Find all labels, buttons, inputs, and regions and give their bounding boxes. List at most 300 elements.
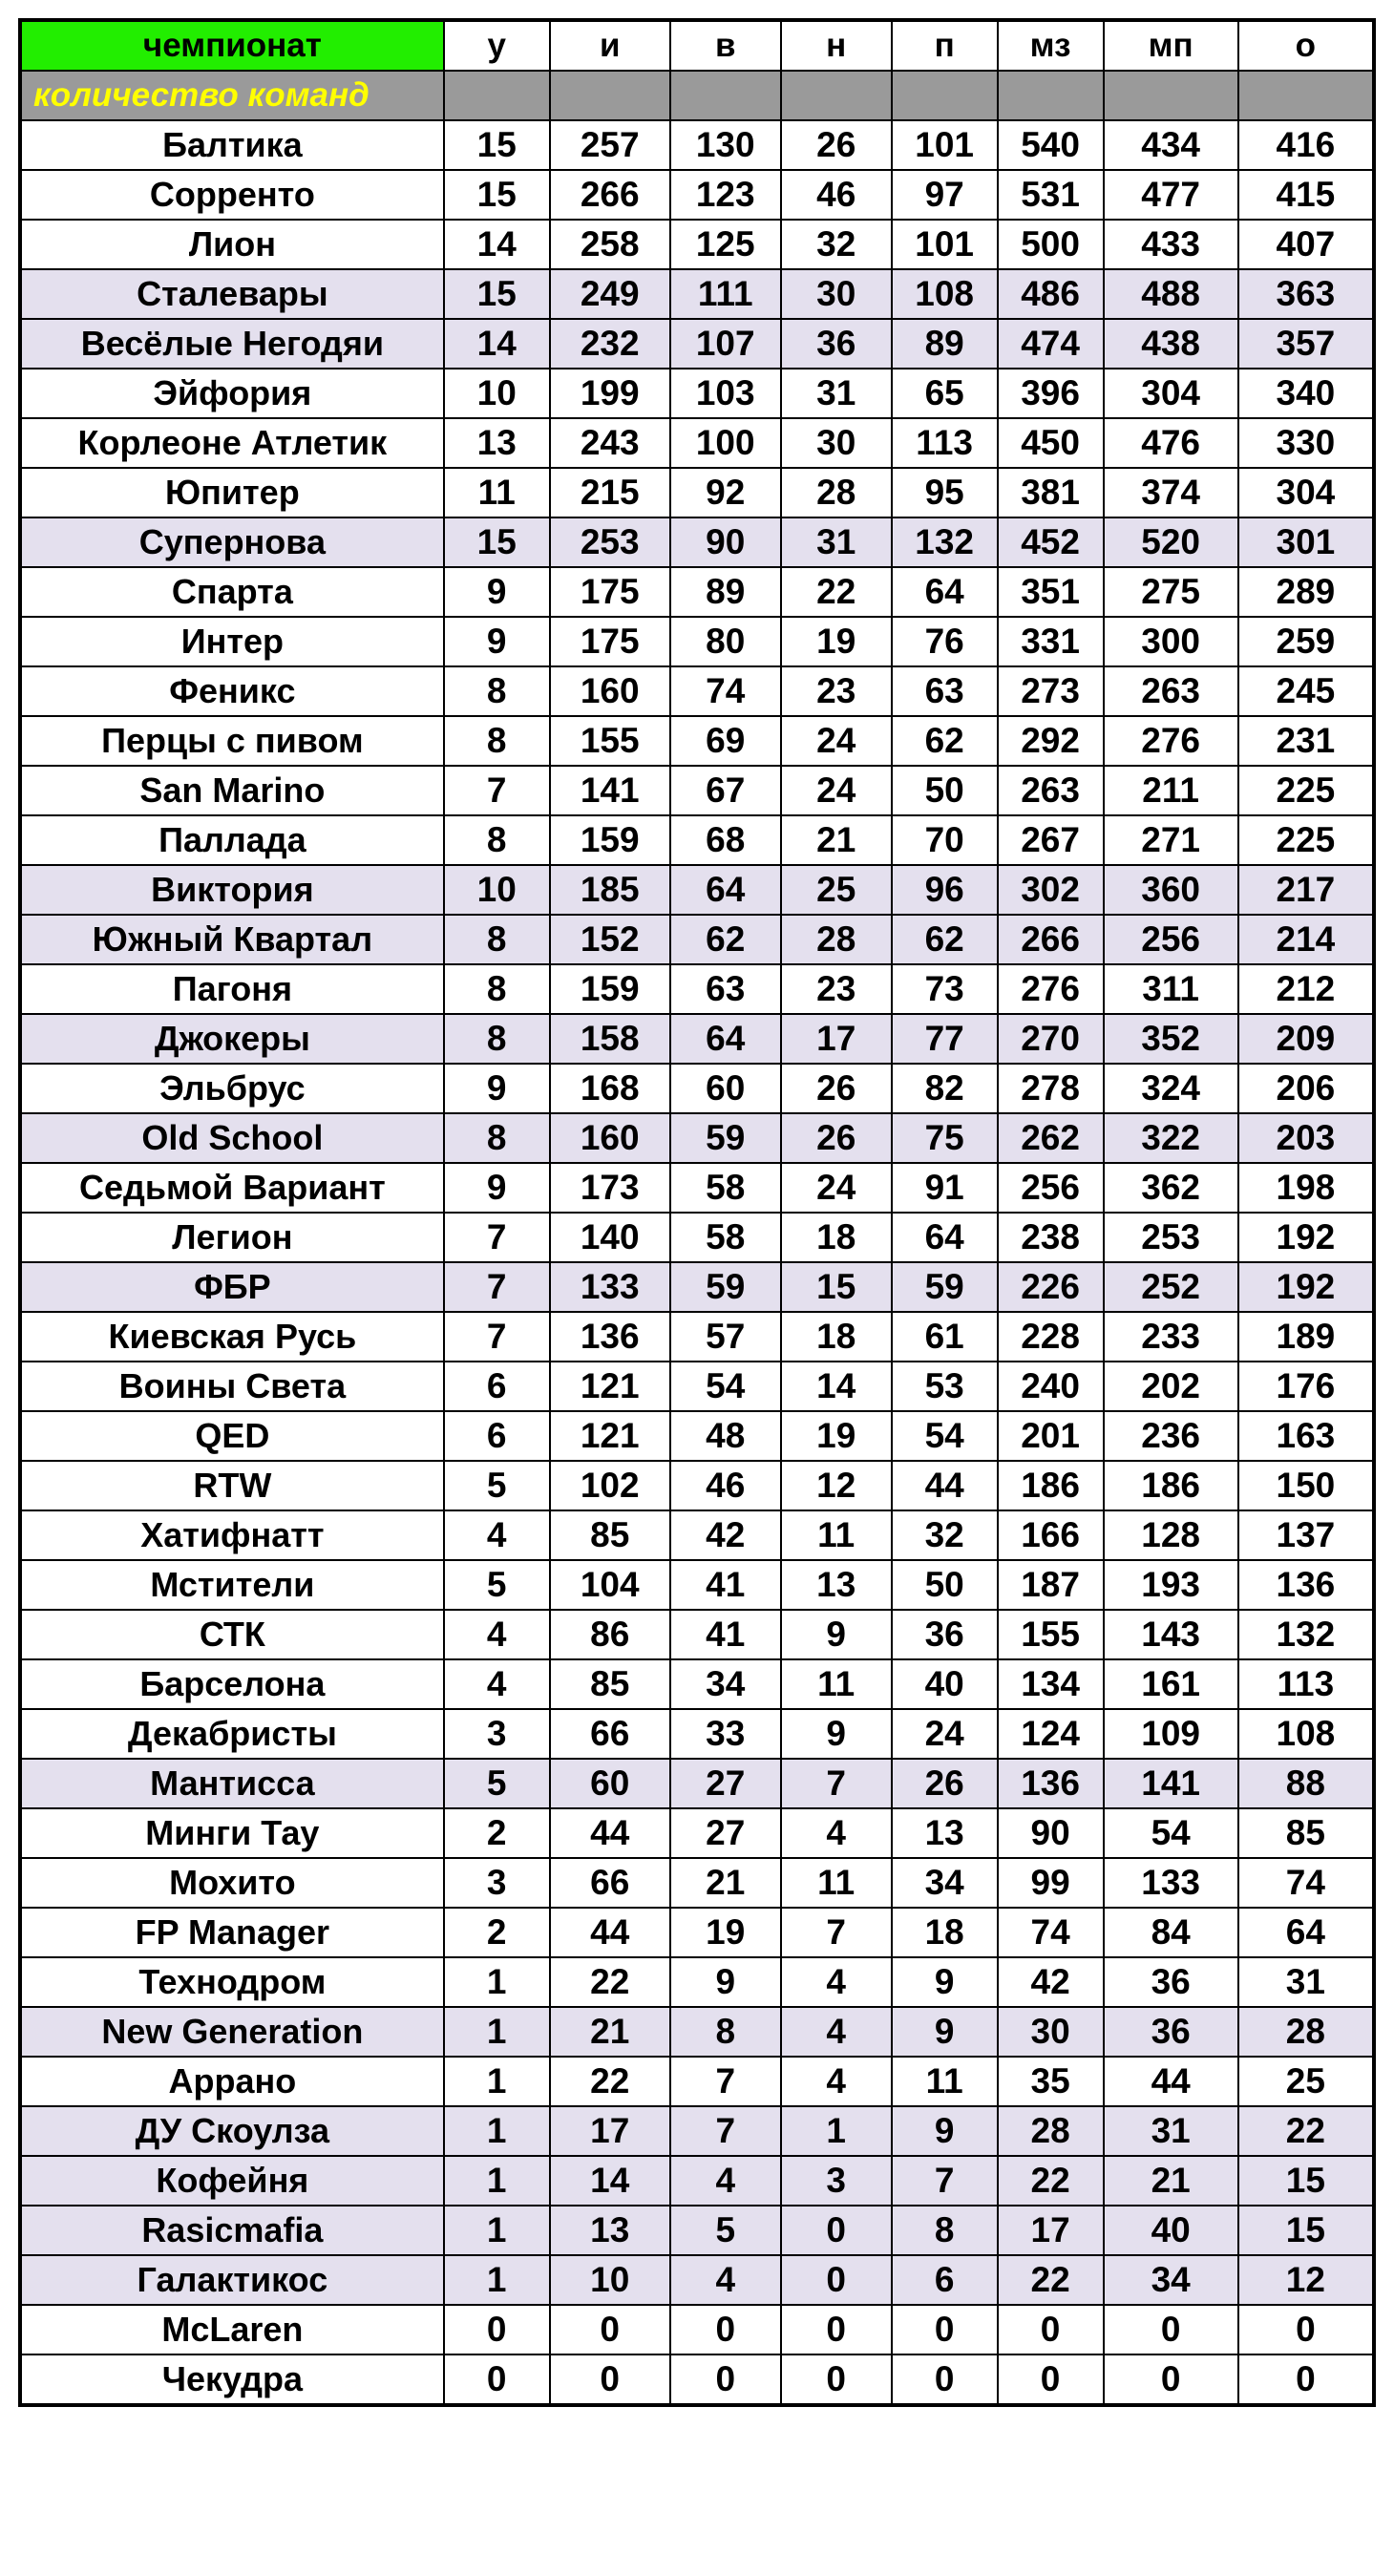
table-row bbox=[20, 617, 1374, 666]
stat-i: 141 bbox=[550, 766, 670, 815]
table-row bbox=[20, 1362, 1374, 1411]
stat-v: 90 bbox=[670, 517, 781, 567]
stat-n: 26 bbox=[781, 1064, 892, 1113]
stat-mp: 186 bbox=[1104, 1461, 1238, 1510]
stat-i: 257 bbox=[550, 120, 670, 170]
stat-i: 66 bbox=[550, 1709, 670, 1759]
team-name: Барселона bbox=[20, 1659, 444, 1709]
stat-i: 159 bbox=[550, 815, 670, 865]
team-name: Джокеры bbox=[20, 1014, 444, 1064]
team-count-row bbox=[20, 71, 1374, 120]
stat-u: 8 bbox=[444, 1113, 550, 1163]
stat-i: 10 bbox=[550, 2255, 670, 2305]
stat-o: 209 bbox=[1238, 1014, 1374, 1064]
stat-i: 168 bbox=[550, 1064, 670, 1113]
stat-v: 8 bbox=[670, 2007, 781, 2057]
stat-u: 7 bbox=[444, 1312, 550, 1362]
stat-p: 62 bbox=[892, 915, 998, 964]
stat-n: 28 bbox=[781, 468, 892, 517]
stat-mp: 202 bbox=[1104, 1362, 1238, 1411]
team-name: Сталевары bbox=[20, 269, 444, 319]
stat-v: 4 bbox=[670, 2156, 781, 2206]
stat-i: 60 bbox=[550, 1759, 670, 1808]
stat-mp: 360 bbox=[1104, 865, 1238, 915]
stat-o: 225 bbox=[1238, 766, 1374, 815]
team-name: Аррано bbox=[20, 2057, 444, 2106]
stat-p: 9 bbox=[892, 2106, 998, 2156]
stat-p: 63 bbox=[892, 666, 998, 716]
stat-o: 301 bbox=[1238, 517, 1374, 567]
stat-p: 76 bbox=[892, 617, 998, 666]
stat-n: 12 bbox=[781, 1461, 892, 1510]
stat-n: 19 bbox=[781, 617, 892, 666]
stat-i: 0 bbox=[550, 2305, 670, 2354]
stat-i: 266 bbox=[550, 170, 670, 220]
stat-u: 8 bbox=[444, 815, 550, 865]
stat-n: 23 bbox=[781, 964, 892, 1014]
table-row bbox=[20, 766, 1374, 815]
table-row bbox=[20, 2305, 1374, 2354]
stat-mp: 324 bbox=[1104, 1064, 1238, 1113]
team-name: Чекудра bbox=[20, 2354, 444, 2405]
stat-mz: 540 bbox=[998, 120, 1104, 170]
team-name: Хатифнатт bbox=[20, 1510, 444, 1560]
stat-i: 185 bbox=[550, 865, 670, 915]
stat-mp: 36 bbox=[1104, 1957, 1238, 2007]
stat-mp: 520 bbox=[1104, 517, 1238, 567]
stat-mp: 488 bbox=[1104, 269, 1238, 319]
stat-mp: 36 bbox=[1104, 2007, 1238, 2057]
stat-u: 9 bbox=[444, 617, 550, 666]
stat-u: 4 bbox=[444, 1510, 550, 1560]
stat-i: 66 bbox=[550, 1858, 670, 1908]
team-name: Южный Квартал bbox=[20, 915, 444, 964]
stat-i: 140 bbox=[550, 1213, 670, 1262]
team-name: Паллада bbox=[20, 815, 444, 865]
stat-o: 192 bbox=[1238, 1262, 1374, 1312]
table-row bbox=[20, 1908, 1374, 1957]
stat-o: 15 bbox=[1238, 2156, 1374, 2206]
table-row bbox=[20, 1213, 1374, 1262]
team-count-cell bbox=[670, 71, 781, 120]
stat-mz: 396 bbox=[998, 369, 1104, 418]
stat-v: 80 bbox=[670, 617, 781, 666]
stat-i: 121 bbox=[550, 1362, 670, 1411]
table-row bbox=[20, 1510, 1374, 1560]
table-row bbox=[20, 418, 1374, 468]
team-name: Лион bbox=[20, 220, 444, 269]
stat-u: 0 bbox=[444, 2305, 550, 2354]
stat-v: 92 bbox=[670, 468, 781, 517]
team-name: Спарта bbox=[20, 567, 444, 617]
stat-n: 28 bbox=[781, 915, 892, 964]
stat-u: 10 bbox=[444, 865, 550, 915]
stat-v: 130 bbox=[670, 120, 781, 170]
stat-mp: 276 bbox=[1104, 716, 1238, 766]
stat-mp: 300 bbox=[1104, 617, 1238, 666]
stat-mz: 450 bbox=[998, 418, 1104, 468]
stat-o: 137 bbox=[1238, 1510, 1374, 1560]
stat-mz: 273 bbox=[998, 666, 1104, 716]
stat-mp: 0 bbox=[1104, 2305, 1238, 2354]
stat-mp: 311 bbox=[1104, 964, 1238, 1014]
table-row bbox=[20, 319, 1374, 369]
championship-title: чемпионат bbox=[20, 20, 444, 71]
stat-mz: 0 bbox=[998, 2305, 1104, 2354]
table-row bbox=[20, 1312, 1374, 1362]
stat-mz: 262 bbox=[998, 1113, 1104, 1163]
team-name: Декабристы bbox=[20, 1709, 444, 1759]
stat-mp: 109 bbox=[1104, 1709, 1238, 1759]
stat-n: 0 bbox=[781, 2305, 892, 2354]
team-name: Весёлые Негодяи bbox=[20, 319, 444, 369]
stat-n: 30 bbox=[781, 269, 892, 319]
stat-i: 243 bbox=[550, 418, 670, 468]
stat-u: 3 bbox=[444, 1858, 550, 1908]
stat-p: 6 bbox=[892, 2255, 998, 2305]
stat-u: 8 bbox=[444, 915, 550, 964]
stat-mz: 302 bbox=[998, 865, 1104, 915]
stat-o: 88 bbox=[1238, 1759, 1374, 1808]
stat-mp: 233 bbox=[1104, 1312, 1238, 1362]
stat-n: 17 bbox=[781, 1014, 892, 1064]
stat-u: 7 bbox=[444, 766, 550, 815]
stat-v: 41 bbox=[670, 1560, 781, 1610]
team-count-cell bbox=[1238, 71, 1374, 120]
stat-u: 8 bbox=[444, 964, 550, 1014]
table-row bbox=[20, 1858, 1374, 1908]
stat-v: 107 bbox=[670, 319, 781, 369]
stat-mp: 263 bbox=[1104, 666, 1238, 716]
stat-mz: 155 bbox=[998, 1610, 1104, 1659]
team-name: Мохито bbox=[20, 1858, 444, 1908]
stat-n: 24 bbox=[781, 766, 892, 815]
table-row bbox=[20, 1064, 1374, 1113]
stat-o: 217 bbox=[1238, 865, 1374, 915]
team-name: Виктория bbox=[20, 865, 444, 915]
team-name: СТК bbox=[20, 1610, 444, 1659]
stat-i: 158 bbox=[550, 1014, 670, 1064]
team-count-cell bbox=[1104, 71, 1238, 120]
column-header-u: у bbox=[444, 20, 550, 71]
team-name: Сорренто bbox=[20, 170, 444, 220]
stat-mp: 271 bbox=[1104, 815, 1238, 865]
stat-v: 33 bbox=[670, 1709, 781, 1759]
table-row bbox=[20, 964, 1374, 1014]
stat-p: 108 bbox=[892, 269, 998, 319]
table-row bbox=[20, 1262, 1374, 1312]
stat-mz: 278 bbox=[998, 1064, 1104, 1113]
stat-mz: 166 bbox=[998, 1510, 1104, 1560]
table-row bbox=[20, 1014, 1374, 1064]
stat-p: 54 bbox=[892, 1411, 998, 1461]
stat-i: 159 bbox=[550, 964, 670, 1014]
stat-i: 152 bbox=[550, 915, 670, 964]
stat-n: 24 bbox=[781, 716, 892, 766]
stat-v: 7 bbox=[670, 2057, 781, 2106]
team-name: McLaren bbox=[20, 2305, 444, 2354]
stat-v: 46 bbox=[670, 1461, 781, 1510]
stat-mp: 34 bbox=[1104, 2255, 1238, 2305]
stat-o: 108 bbox=[1238, 1709, 1374, 1759]
stat-u: 8 bbox=[444, 666, 550, 716]
table-row bbox=[20, 1659, 1374, 1709]
column-header-v: в bbox=[670, 20, 781, 71]
stat-n: 46 bbox=[781, 170, 892, 220]
stat-mp: 256 bbox=[1104, 915, 1238, 964]
stat-o: 245 bbox=[1238, 666, 1374, 716]
stat-n: 7 bbox=[781, 1759, 892, 1808]
stat-o: 415 bbox=[1238, 170, 1374, 220]
stat-mp: 275 bbox=[1104, 567, 1238, 617]
stat-n: 26 bbox=[781, 120, 892, 170]
stat-p: 62 bbox=[892, 716, 998, 766]
stat-p: 32 bbox=[892, 1510, 998, 1560]
stat-o: 74 bbox=[1238, 1858, 1374, 1908]
team-count-label: количество команд bbox=[20, 71, 444, 120]
stat-n: 0 bbox=[781, 2255, 892, 2305]
stat-o: 113 bbox=[1238, 1659, 1374, 1709]
team-name: Эйфория bbox=[20, 369, 444, 418]
stat-mz: 238 bbox=[998, 1213, 1104, 1262]
stat-n: 0 bbox=[781, 2206, 892, 2255]
stat-v: 57 bbox=[670, 1312, 781, 1362]
table-row bbox=[20, 666, 1374, 716]
stat-o: 203 bbox=[1238, 1113, 1374, 1163]
team-name: New Generation bbox=[20, 2007, 444, 2057]
team-name: RTW bbox=[20, 1461, 444, 1510]
stat-p: 64 bbox=[892, 567, 998, 617]
stat-i: 136 bbox=[550, 1312, 670, 1362]
stat-mp: 84 bbox=[1104, 1908, 1238, 1957]
stat-v: 103 bbox=[670, 369, 781, 418]
stat-o: 407 bbox=[1238, 220, 1374, 269]
stat-mz: 270 bbox=[998, 1014, 1104, 1064]
stat-i: 258 bbox=[550, 220, 670, 269]
stat-i: 160 bbox=[550, 666, 670, 716]
table-row bbox=[20, 1461, 1374, 1510]
team-name: Седьмой Вариант bbox=[20, 1163, 444, 1213]
stat-mz: 381 bbox=[998, 468, 1104, 517]
stat-o: 225 bbox=[1238, 815, 1374, 865]
stat-v: 0 bbox=[670, 2305, 781, 2354]
stat-o: 330 bbox=[1238, 418, 1374, 468]
stat-u: 11 bbox=[444, 468, 550, 517]
stat-mz: 331 bbox=[998, 617, 1104, 666]
stat-o: 259 bbox=[1238, 617, 1374, 666]
stat-v: 9 bbox=[670, 1957, 781, 2007]
stat-u: 1 bbox=[444, 2206, 550, 2255]
stat-u: 1 bbox=[444, 1957, 550, 2007]
stat-p: 11 bbox=[892, 2057, 998, 2106]
stat-v: 89 bbox=[670, 567, 781, 617]
team-name: Old School bbox=[20, 1113, 444, 1163]
stat-v: 64 bbox=[670, 1014, 781, 1064]
stat-v: 54 bbox=[670, 1362, 781, 1411]
stat-i: 133 bbox=[550, 1262, 670, 1312]
stat-n: 36 bbox=[781, 319, 892, 369]
stat-mz: 90 bbox=[998, 1808, 1104, 1858]
stat-mz: 30 bbox=[998, 2007, 1104, 2057]
stat-o: 15 bbox=[1238, 2206, 1374, 2255]
stat-mp: 161 bbox=[1104, 1659, 1238, 1709]
stat-n: 0 bbox=[781, 2354, 892, 2405]
stat-o: 206 bbox=[1238, 1064, 1374, 1113]
stat-u: 9 bbox=[444, 1163, 550, 1213]
stat-mp: 193 bbox=[1104, 1560, 1238, 1610]
stat-n: 3 bbox=[781, 2156, 892, 2206]
stat-n: 4 bbox=[781, 2057, 892, 2106]
stat-o: 31 bbox=[1238, 1957, 1374, 2007]
column-header-o: о bbox=[1238, 20, 1374, 71]
stat-i: 22 bbox=[550, 2057, 670, 2106]
stat-p: 91 bbox=[892, 1163, 998, 1213]
stat-u: 14 bbox=[444, 220, 550, 269]
stat-i: 175 bbox=[550, 617, 670, 666]
table-row bbox=[20, 915, 1374, 964]
stat-u: 3 bbox=[444, 1709, 550, 1759]
stat-u: 1 bbox=[444, 2255, 550, 2305]
team-name: Галактикос bbox=[20, 2255, 444, 2305]
stat-o: 0 bbox=[1238, 2305, 1374, 2354]
stat-p: 132 bbox=[892, 517, 998, 567]
stat-i: 86 bbox=[550, 1610, 670, 1659]
table-row bbox=[20, 468, 1374, 517]
stat-o: 214 bbox=[1238, 915, 1374, 964]
table-row bbox=[20, 2007, 1374, 2057]
column-header-mp: мп bbox=[1104, 20, 1238, 71]
stat-i: 199 bbox=[550, 369, 670, 418]
stat-u: 7 bbox=[444, 1213, 550, 1262]
stat-v: 58 bbox=[670, 1163, 781, 1213]
stat-u: 15 bbox=[444, 269, 550, 319]
stat-n: 4 bbox=[781, 1957, 892, 2007]
stat-v: 48 bbox=[670, 1411, 781, 1461]
stat-i: 0 bbox=[550, 2354, 670, 2405]
stat-o: 340 bbox=[1238, 369, 1374, 418]
stat-p: 65 bbox=[892, 369, 998, 418]
stat-o: 85 bbox=[1238, 1808, 1374, 1858]
stat-mz: 263 bbox=[998, 766, 1104, 815]
stat-u: 8 bbox=[444, 716, 550, 766]
stat-p: 0 bbox=[892, 2354, 998, 2405]
team-name: Перцы с пивом bbox=[20, 716, 444, 766]
stat-mz: 292 bbox=[998, 716, 1104, 766]
stat-mp: 476 bbox=[1104, 418, 1238, 468]
team-name: Пагоня bbox=[20, 964, 444, 1014]
table-row bbox=[20, 369, 1374, 418]
stat-mz: 0 bbox=[998, 2354, 1104, 2405]
stat-mp: 434 bbox=[1104, 120, 1238, 170]
stat-n: 26 bbox=[781, 1113, 892, 1163]
table-row bbox=[20, 1759, 1374, 1808]
stat-i: 253 bbox=[550, 517, 670, 567]
stat-i: 173 bbox=[550, 1163, 670, 1213]
stat-v: 64 bbox=[670, 865, 781, 915]
stat-o: 231 bbox=[1238, 716, 1374, 766]
stat-p: 40 bbox=[892, 1659, 998, 1709]
stat-v: 123 bbox=[670, 170, 781, 220]
stat-u: 5 bbox=[444, 1560, 550, 1610]
stat-v: 100 bbox=[670, 418, 781, 468]
stat-o: 22 bbox=[1238, 2106, 1374, 2156]
stat-i: 13 bbox=[550, 2206, 670, 2255]
stat-p: 18 bbox=[892, 1908, 998, 1957]
stat-u: 2 bbox=[444, 1808, 550, 1858]
stat-v: 7 bbox=[670, 2106, 781, 2156]
stat-v: 0 bbox=[670, 2354, 781, 2405]
stat-p: 0 bbox=[892, 2305, 998, 2354]
table-row bbox=[20, 2255, 1374, 2305]
column-header-n: н bbox=[781, 20, 892, 71]
stat-mz: 452 bbox=[998, 517, 1104, 567]
team-name: QED bbox=[20, 1411, 444, 1461]
team-name: Корлеоне Атлетик bbox=[20, 418, 444, 468]
stat-p: 50 bbox=[892, 766, 998, 815]
stat-i: 175 bbox=[550, 567, 670, 617]
table-row bbox=[20, 1808, 1374, 1858]
stat-o: 12 bbox=[1238, 2255, 1374, 2305]
stat-u: 5 bbox=[444, 1759, 550, 1808]
stat-o: 136 bbox=[1238, 1560, 1374, 1610]
stat-u: 9 bbox=[444, 567, 550, 617]
team-count-cell bbox=[998, 71, 1104, 120]
stat-p: 95 bbox=[892, 468, 998, 517]
standings-body bbox=[20, 120, 1374, 2405]
stat-v: 58 bbox=[670, 1213, 781, 1262]
stat-p: 13 bbox=[892, 1808, 998, 1858]
stat-v: 27 bbox=[670, 1808, 781, 1858]
column-header-p: п bbox=[892, 20, 998, 71]
table-row bbox=[20, 220, 1374, 269]
stat-i: 21 bbox=[550, 2007, 670, 2057]
stat-o: 25 bbox=[1238, 2057, 1374, 2106]
stat-o: 0 bbox=[1238, 2354, 1374, 2405]
stat-v: 111 bbox=[670, 269, 781, 319]
stat-p: 9 bbox=[892, 1957, 998, 2007]
stat-o: 289 bbox=[1238, 567, 1374, 617]
stat-mp: 433 bbox=[1104, 220, 1238, 269]
stat-p: 70 bbox=[892, 815, 998, 865]
stat-i: 14 bbox=[550, 2156, 670, 2206]
stat-mz: 474 bbox=[998, 319, 1104, 369]
team-name: Мантисса bbox=[20, 1759, 444, 1808]
stat-i: 22 bbox=[550, 1957, 670, 2007]
stat-n: 4 bbox=[781, 1808, 892, 1858]
table-row bbox=[20, 2206, 1374, 2255]
stat-mp: 143 bbox=[1104, 1610, 1238, 1659]
stat-p: 59 bbox=[892, 1262, 998, 1312]
stat-mz: 134 bbox=[998, 1659, 1104, 1709]
stat-i: 215 bbox=[550, 468, 670, 517]
stat-p: 73 bbox=[892, 964, 998, 1014]
stat-o: 189 bbox=[1238, 1312, 1374, 1362]
stat-i: 85 bbox=[550, 1510, 670, 1560]
stat-o: 150 bbox=[1238, 1461, 1374, 1510]
stat-i: 121 bbox=[550, 1411, 670, 1461]
stat-i: 232 bbox=[550, 319, 670, 369]
table-row bbox=[20, 2354, 1374, 2405]
stat-p: 96 bbox=[892, 865, 998, 915]
table-row bbox=[20, 716, 1374, 766]
stat-o: 132 bbox=[1238, 1610, 1374, 1659]
stat-p: 44 bbox=[892, 1461, 998, 1510]
team-name: Супернова bbox=[20, 517, 444, 567]
stat-v: 68 bbox=[670, 815, 781, 865]
stat-p: 89 bbox=[892, 319, 998, 369]
stat-mz: 186 bbox=[998, 1461, 1104, 1510]
stat-v: 60 bbox=[670, 1064, 781, 1113]
